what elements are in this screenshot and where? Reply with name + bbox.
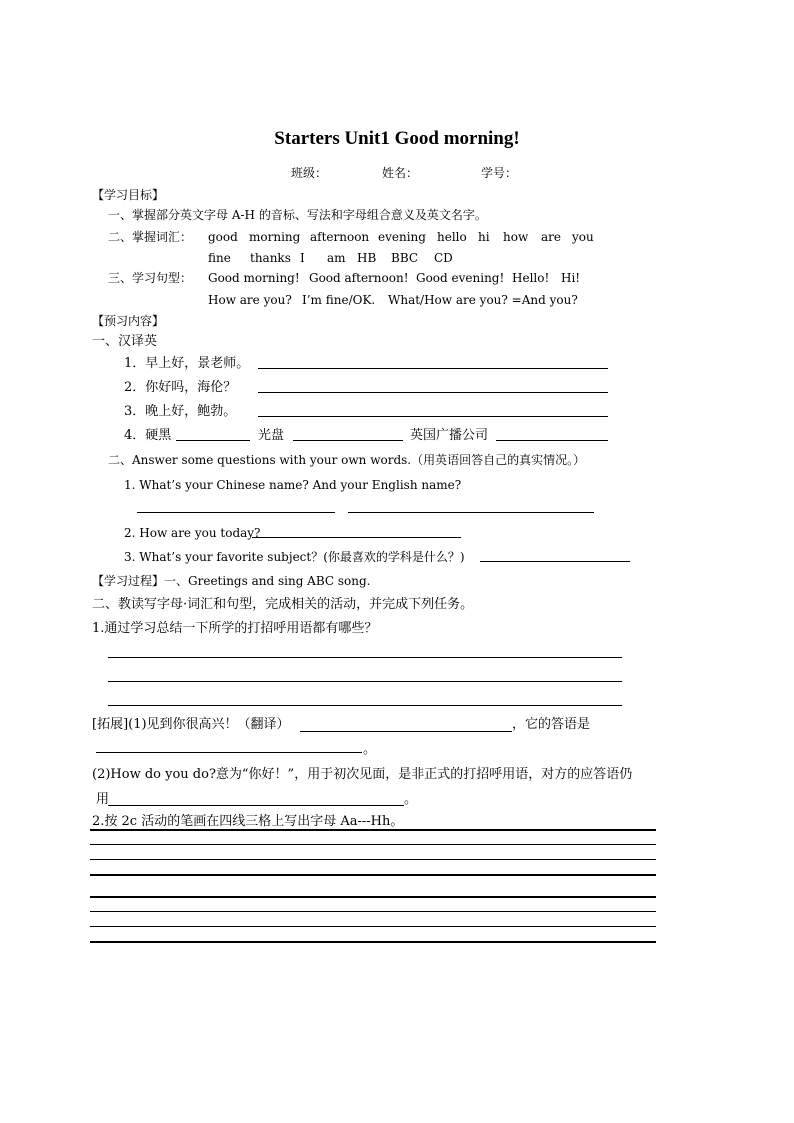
translate-section-title: 一、汉译英 xyxy=(92,334,158,349)
translate-word-cd: 光盘 xyxy=(258,428,285,443)
vocab-label: 二、掌握词汇： xyxy=(108,230,193,244)
answer-blank[interactable] xyxy=(293,440,403,441)
question-1: 1. What’s your Chinese name? And your English name? xyxy=(124,478,462,492)
pattern-sentence: Good morning! xyxy=(208,271,300,285)
extension-2: (2)How do you do?意为“你好！”，用于初次见面，是非正式的打招呼用语，对方的应答语仍 xyxy=(92,767,633,782)
answer-blank-english-name[interactable] xyxy=(348,512,594,513)
vocab-word: you xyxy=(572,230,594,244)
extension-2-use: 用 xyxy=(96,792,110,807)
grid-line xyxy=(90,829,656,831)
process-step-2: 二、教读写字母·词汇和句型，完成相关的活动，并完成下列任务。 xyxy=(92,597,474,612)
translate-item-4: 4．硬黑 xyxy=(124,428,172,443)
objectives-heading: 【学习目标】 xyxy=(92,188,165,202)
answer-blank[interactable] xyxy=(176,440,250,441)
vocab-word: BBC xyxy=(391,251,419,265)
answer-line[interactable] xyxy=(108,681,622,682)
pattern-label: 三、学习句型： xyxy=(108,271,193,285)
process-heading-label: 【学习过程】 xyxy=(92,574,165,588)
pattern-sentence: Hi! xyxy=(561,271,581,285)
pattern-sentence: I’m fine/OK. xyxy=(302,293,376,307)
answer-blank-translation[interactable] xyxy=(300,731,512,732)
answer-blank[interactable] xyxy=(252,537,461,538)
vocab-word: hello xyxy=(437,230,467,244)
translate-word-bbc: 英国广播公司 xyxy=(410,428,489,443)
pattern-sentence: How are you? xyxy=(208,293,292,307)
extension-1: [拓展](1)见到你很高兴！（翻译） xyxy=(92,717,290,732)
answer-blank[interactable] xyxy=(480,561,630,562)
answer-blank[interactable] xyxy=(108,805,404,806)
name-label: 姓名： xyxy=(382,166,419,180)
answer-blank-reply[interactable] xyxy=(96,752,362,753)
extension-2-end: 。 xyxy=(404,792,418,807)
task-1: 1.通过学习总结一下所学的打招呼用语都有哪些？ xyxy=(92,621,378,636)
grid-line xyxy=(90,941,656,943)
answer-line[interactable] xyxy=(108,705,622,706)
answer-blank-chinese-name[interactable] xyxy=(137,512,335,513)
grid-line xyxy=(90,859,656,860)
answer-blank[interactable] xyxy=(258,368,608,369)
grid-line xyxy=(90,896,656,898)
vocab-word: HB xyxy=(357,251,377,265)
vocab-word: good xyxy=(208,230,238,244)
translate-item-2: 2．你好吗，海伦？ xyxy=(124,380,237,395)
vocab-word: fine xyxy=(208,251,231,265)
vocab-word: morning xyxy=(249,230,301,244)
process-heading xyxy=(92,573,371,589)
vocab-word: afternoon xyxy=(310,230,370,244)
task-2: 2.按 2c 活动的笔画在四线三格上写出字母 Aa---Hh。 xyxy=(92,814,404,829)
objective-line-1: 一、掌握部分英文字母 A-H 的音标、写法和字母组合意义及英文名字。 xyxy=(108,208,487,222)
questions-section-title: 二、Answer some questions with your own words.（用英语回答自己的真实情况。） xyxy=(108,453,586,467)
pattern-sentence: Good afternoon! xyxy=(309,271,409,285)
preview-heading: 【预习内容】 xyxy=(92,314,165,328)
answer-blank[interactable] xyxy=(258,416,608,417)
class-label: 班级： xyxy=(291,166,328,180)
grid-line xyxy=(90,911,656,912)
vocab-word: CD xyxy=(434,251,453,265)
grid-line xyxy=(90,874,656,876)
pattern-sentence: Hello! xyxy=(512,271,550,285)
page-title: Starters Unit1 Good morning! xyxy=(274,128,520,149)
vocab-word: evening xyxy=(378,230,426,244)
pattern-sentence: What/How are you? =And you? xyxy=(388,293,578,307)
question-3: 3. What’s your favorite subject？(你最喜欢的学科是什么？) xyxy=(124,550,465,564)
translate-item-3: 3．晚上好，鲍勃。 xyxy=(124,404,237,419)
extension-1-end: 。 xyxy=(363,742,377,757)
answer-blank[interactable] xyxy=(258,392,608,393)
vocab-word: hi xyxy=(478,230,490,244)
pattern-sentence: Good evening! xyxy=(416,271,505,285)
extension-1-reply: ，它的答语是 xyxy=(512,717,591,732)
answer-blank[interactable] xyxy=(496,440,608,441)
vocab-word: how xyxy=(503,230,529,244)
process-step-1: 一、Greetings and sing ABC song. xyxy=(164,574,371,588)
grid-line xyxy=(90,844,656,845)
vocab-word: I xyxy=(300,251,305,265)
translate-item-1: 1．早上好，景老师。 xyxy=(124,356,250,371)
student-number-label: 学号： xyxy=(481,166,518,180)
vocab-word: thanks xyxy=(250,251,291,265)
answer-line[interactable] xyxy=(108,657,622,658)
vocab-word: am xyxy=(327,251,346,265)
question-2: 2. How are you today? xyxy=(124,526,261,540)
vocab-word: are xyxy=(541,230,561,244)
grid-line xyxy=(90,926,656,927)
